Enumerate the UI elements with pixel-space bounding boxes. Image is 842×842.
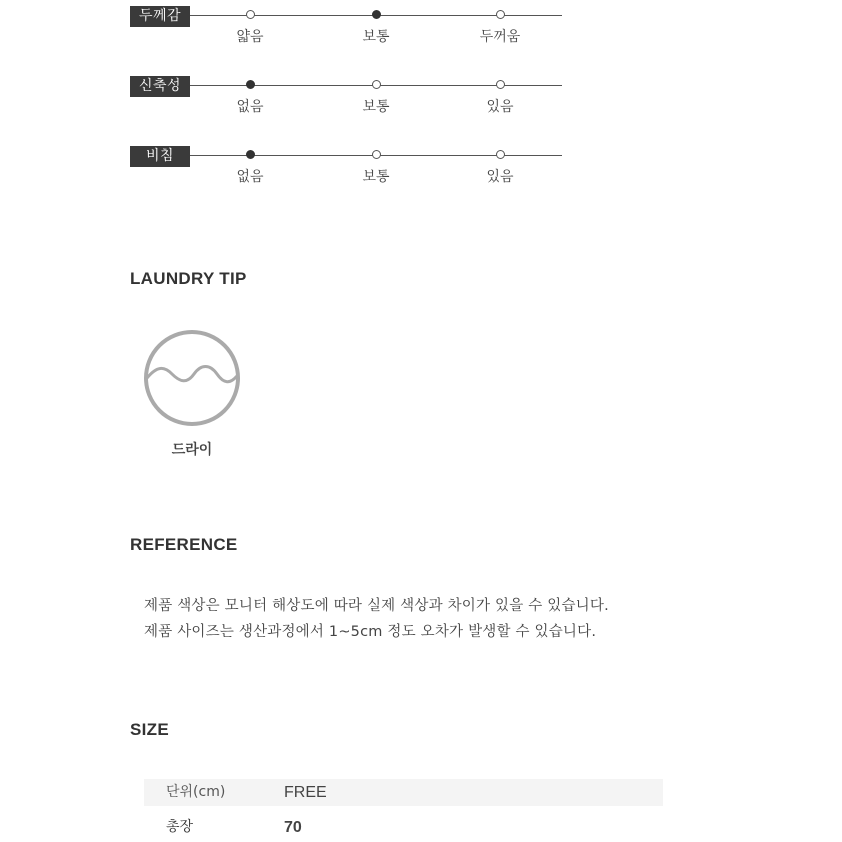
scale-dot: [496, 80, 505, 89]
laundry-tip-heading: LAUNDRY TIP: [130, 269, 247, 288]
scale-dot-selected: [246, 80, 255, 89]
scale-label: 보통: [362, 99, 390, 115]
scale-label: 두꺼움: [479, 29, 521, 45]
size-header-unit: 단위(cm): [166, 784, 226, 800]
elasticity-scale: [130, 78, 562, 135]
table-row: [144, 814, 663, 841]
size-row-value: 70: [284, 819, 302, 836]
scale-dot-selected: [372, 10, 381, 19]
scale-label: 있음: [486, 99, 514, 115]
scale-dot-selected: [246, 150, 255, 159]
size-table: [144, 779, 663, 841]
scale-label: 보통: [362, 169, 390, 185]
scale-dot: [246, 10, 255, 19]
scale-label: 얇음: [236, 29, 264, 45]
dry-clean-icon: [142, 328, 242, 428]
scale-dot: [496, 150, 505, 159]
size-heading: SIZE: [130, 720, 169, 739]
scale-tag: 두께감: [130, 6, 190, 27]
thickness-scale: [130, 8, 562, 65]
size-header-free: FREE: [284, 784, 327, 801]
scale-dot: [372, 80, 381, 89]
scale-label: 없음: [236, 169, 264, 185]
reference-line: 제품 사이즈는 생산과정에서 1~5cm 정도 오차가 발생할 수 있습니다.: [144, 624, 597, 640]
care-label: 드라이: [171, 442, 213, 458]
scale-dot: [496, 10, 505, 19]
scale-tag: 신축성: [130, 76, 190, 97]
size-table-header: [144, 779, 663, 806]
size-row-label: 총장: [166, 819, 194, 835]
scale-dot: [372, 150, 381, 159]
reference-heading: REFERENCE: [130, 535, 238, 554]
scale-tag: 비침: [130, 146, 190, 167]
scale-label: 없음: [236, 99, 264, 115]
scale-label: 있음: [486, 169, 514, 185]
scale-label: 보통: [362, 29, 390, 45]
sheerness-scale: [130, 148, 562, 205]
reference-line: 제품 색상은 모니터 해상도에 따라 실제 색상과 차이가 있을 수 있습니다.: [144, 598, 609, 614]
